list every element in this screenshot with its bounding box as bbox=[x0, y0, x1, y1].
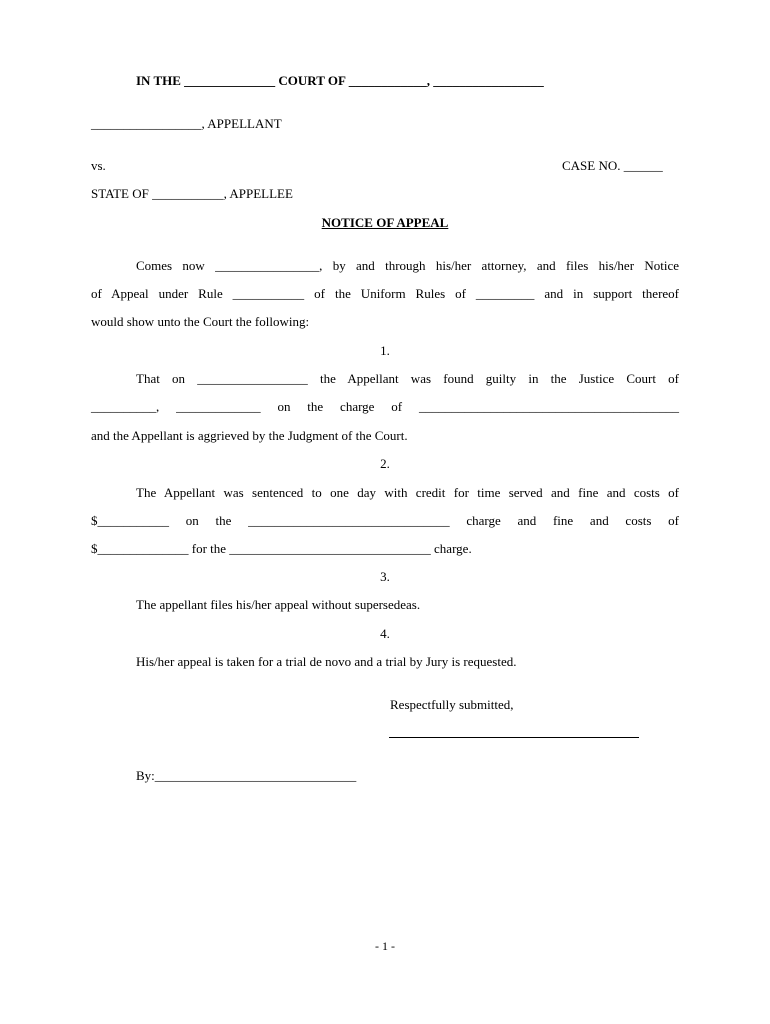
page-number: - 1 - bbox=[375, 939, 395, 953]
by-signature-line[interactable]: By:_______________________________ bbox=[136, 768, 357, 783]
intro-line-1: Comes now ________________, by and through his/her attorney, and files his/her Notice bbox=[136, 258, 679, 273]
section-2-line-1: The Appellant was sentenced to one day with credit for time served and fine and costs of bbox=[136, 485, 679, 500]
section-3-line-1: The appellant files his/her appeal without supersedeas. bbox=[136, 597, 421, 612]
appellant-line: _________________, APPELLANT bbox=[91, 116, 282, 131]
court-caption-line: IN THE ______________ COURT OF ____________, _________________ bbox=[136, 73, 544, 88]
intro-line-2: of Appeal under Rule ___________ of the Uniform Rules of _________ and in support thereof bbox=[91, 286, 679, 301]
section-2-line-3: $______________ for the _______________________________ charge. bbox=[91, 541, 472, 556]
section-number-2: 2. bbox=[380, 456, 390, 471]
section-number-4: 4. bbox=[380, 626, 390, 641]
intro-line-3: would show unto the Court the following: bbox=[91, 314, 310, 329]
section-4-line-1: His/her appeal is taken for a trial de novo and a trial by Jury is requested. bbox=[136, 654, 517, 669]
section-1-line-2: __________, _____________ on the charge of ________________________________________ bbox=[91, 399, 679, 414]
section-number-1: 1. bbox=[380, 343, 390, 358]
signature-line[interactable] bbox=[389, 737, 639, 738]
appellee-line: STATE OF ___________, APPELLEE bbox=[91, 186, 293, 201]
section-2-line-2: $___________ on the _______________________________ charge and fine and costs of bbox=[91, 513, 679, 528]
versus-label: vs. bbox=[91, 158, 106, 173]
section-1-line-3: and the Appellant is aggrieved by the Judgment of the Court. bbox=[91, 428, 408, 443]
closing-text: Respectfully submitted, bbox=[390, 697, 514, 712]
section-number-3: 3. bbox=[380, 569, 390, 584]
case-number: CASE NO. ______ bbox=[562, 158, 663, 173]
document-title: NOTICE OF APPEAL bbox=[321, 215, 449, 230]
section-1-line-1: That on _________________ the Appellant was found guilty in the Justice Court of bbox=[136, 371, 679, 386]
